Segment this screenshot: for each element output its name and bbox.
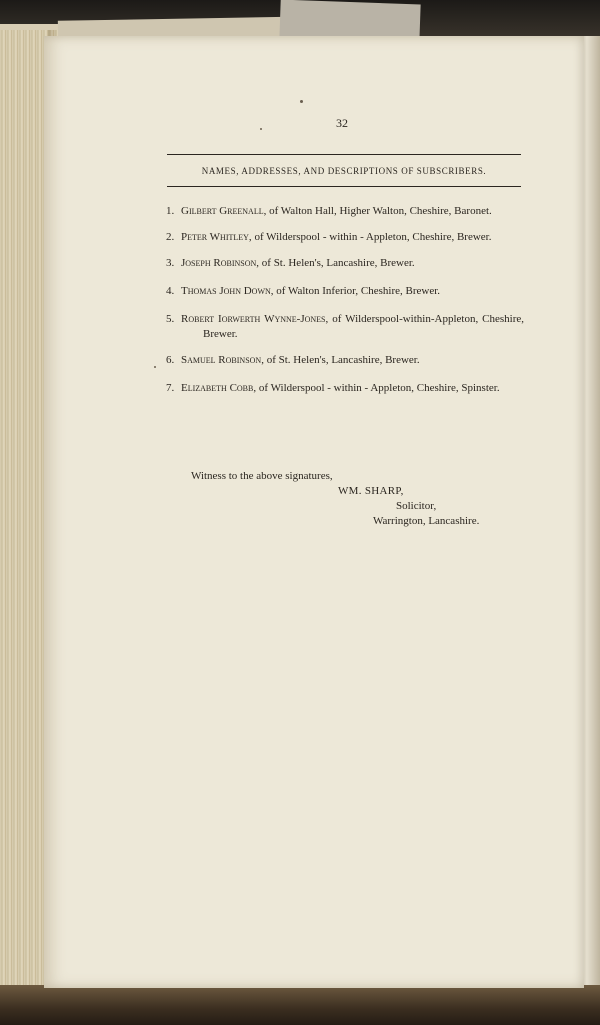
section-heading: NAMES, ADDRESSES, AND DESCRIPTIONS OF SUBSCRIBERS.	[201, 166, 487, 176]
paper-speck	[260, 128, 262, 130]
subscriber-description: of St. Helen's, Lancashire, Brewer.	[263, 354, 420, 366]
witness-title: Solicitor,	[396, 500, 437, 512]
heading-rule-bottom	[167, 186, 521, 187]
subscriber-name: Elizabeth Cobb,	[181, 382, 257, 394]
subscriber-name: Thomas John Down,	[181, 285, 274, 297]
entry-number: 7.	[166, 382, 175, 394]
witness-name: WM. SHARP,	[338, 485, 404, 497]
subscriber-name: Robert Iorwerth Wynne-Jones,	[181, 313, 329, 325]
subscriber-description: of Walton Hall, Higher Walton, Cheshire, Baronet.	[266, 205, 492, 217]
witness-place: Warrington, Lancashire.	[373, 515, 480, 527]
subscriber-name: Gilbert Greenall,	[181, 205, 267, 217]
entry-number: 2.	[166, 231, 175, 243]
paper-speck	[154, 366, 156, 368]
subscriber-description: of Walton Inferior, Cheshire, Brewer.	[273, 285, 441, 297]
witness-line: Witness to the above signatures,	[191, 470, 333, 482]
subscriber-entry	[166, 204, 524, 219]
subscriber-description: of St. Helen's, Lancashire, Brewer.	[259, 257, 415, 269]
subscriber-list	[166, 204, 524, 396]
subscriber-entry	[166, 230, 524, 245]
subscriber-description: of Wilderspool - within - Appleton, Cheshire, Brewer.	[251, 231, 492, 243]
subscriber-entry	[166, 353, 524, 368]
entry-number: 1.	[166, 205, 175, 217]
entry-number: 5.	[166, 313, 175, 325]
paper-speck	[300, 100, 303, 103]
entry-number: 4.	[166, 285, 175, 297]
book-bottom-edge	[0, 985, 600, 1025]
page-number: 32	[336, 116, 348, 130]
document-page	[44, 36, 584, 988]
subscriber-entry	[166, 256, 524, 271]
entry-number: 3.	[166, 257, 175, 269]
subscriber-name: Joseph Robinson,	[181, 257, 260, 269]
subscriber-entry	[166, 381, 524, 396]
entry-number: 6.	[166, 354, 175, 366]
subscriber-description: of Wilderspool - within - Appleton, Cheshire, Spinster.	[256, 382, 500, 394]
subscriber-name: Samuel Robinson,	[181, 354, 264, 366]
subscriber-description: of Wilderspool-within-Appleton, Cheshire, Brewer.	[203, 313, 524, 340]
subscriber-name: Peter Whitley,	[181, 231, 252, 243]
heading-rule-top	[167, 154, 521, 155]
subscriber-entry	[166, 312, 524, 342]
subscriber-entry	[166, 284, 524, 299]
